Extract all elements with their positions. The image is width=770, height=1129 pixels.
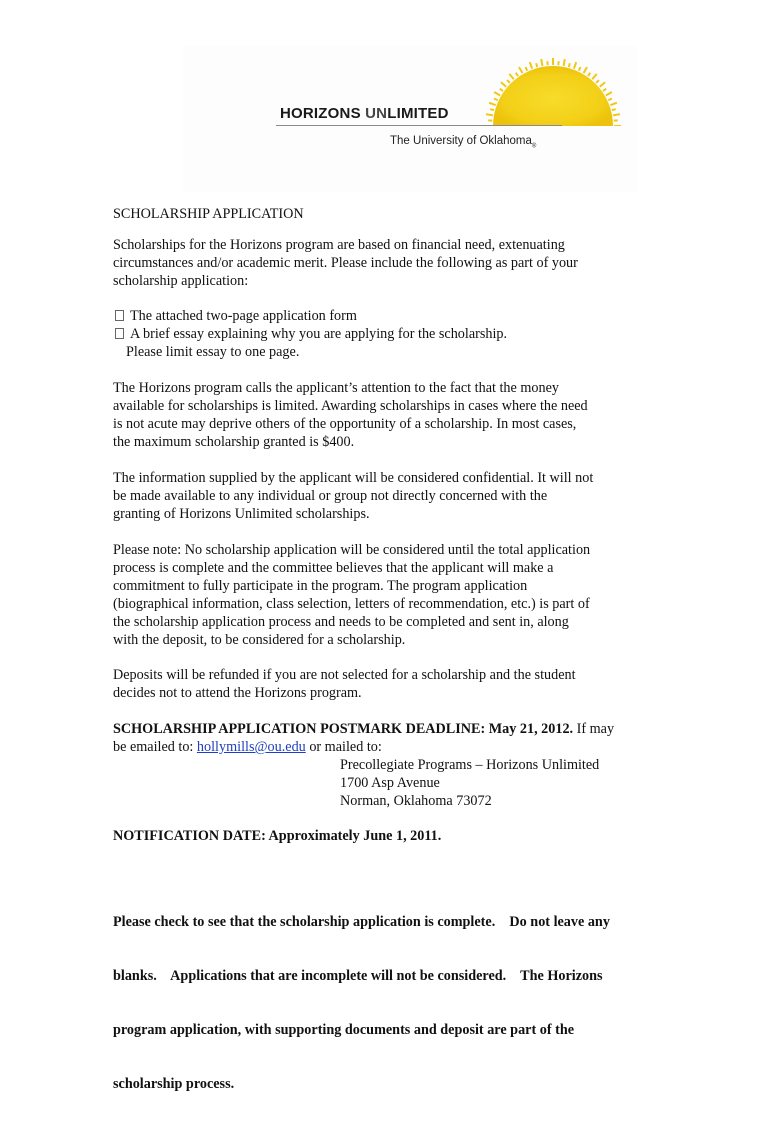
- paragraph-line: be made available to any individual or group not directly concerned with the: [113, 487, 673, 505]
- sun-ray: [592, 74, 596, 79]
- sun-ray: [569, 63, 570, 67]
- horizons-unlimited-logo: [183, 46, 637, 192]
- sun-ray: [530, 62, 532, 69]
- sun-ray: [584, 67, 588, 73]
- email-suffix: or mailed to:: [306, 739, 382, 755]
- email-prefix: be emailed to:: [113, 739, 197, 755]
- sun-ray: [500, 89, 503, 91]
- sun-ray: [526, 67, 528, 71]
- sun-ray: [564, 59, 565, 66]
- warning-line: blanks. Applications that are incomplete will not be considered. The Horizons: [113, 967, 673, 985]
- mailing-address-line: Norman, Oklahoma 73072: [113, 792, 673, 810]
- paragraph-line: with the deposit, to be considered for a scholarship.: [113, 631, 673, 649]
- paragraph-line: The Horizons program calls the applicant’s attention to the fact that the money: [113, 379, 673, 397]
- paragraph-line: Deposits will be refunded if you are not selected for a scholarship and the student: [113, 666, 673, 684]
- requirements-list: [113, 307, 673, 361]
- sun-ray: [490, 109, 494, 110]
- email-link[interactable]: hollymills@ou.edu: [197, 739, 306, 755]
- sun-ray: [596, 80, 599, 83]
- list-item-text: A brief essay explaining why you are applying for the scholarship.: [130, 326, 507, 342]
- paragraph-line: (biographical information, class selection, letters of recommendation, etc.) is part of: [113, 595, 673, 613]
- sun-ray: [574, 62, 576, 69]
- mailing-address-line: Precollegiate Programs – Horizons Unlimited: [113, 756, 673, 774]
- list-item: [113, 325, 673, 343]
- paragraph-line: the scholarship application process and needs to be completed and sent in, along: [113, 613, 673, 631]
- paragraph-line: is not acute may deprive others of the opportunity of a scholarship. In most cases,: [113, 415, 673, 433]
- deadline-after-text: If may: [573, 721, 614, 737]
- page-title: SCHOLARSHIP APPLICATION: [113, 205, 673, 223]
- logo-subtitle: The University of Oklahoma$_®$: [390, 132, 536, 155]
- intro-line: circumstances and/or academic merit. Please include the following as part of your: [113, 254, 673, 272]
- paragraph-line: the maximum scholarship granted is $400.: [113, 433, 673, 451]
- warning-line: scholarship process.: [113, 1075, 673, 1093]
- sun-ray: [519, 67, 523, 73]
- paragraph-line: available for scholarships is limited. Awarding scholarships in cases where the need: [113, 397, 673, 415]
- deposit-paragraph: [113, 666, 673, 702]
- sun-ray: [600, 82, 605, 86]
- paragraph-line: commitment to fully participate in the program. The program application: [113, 577, 673, 595]
- sun-ray: [486, 114, 493, 115]
- email-line: [113, 738, 673, 756]
- logo-title: HORIZONS UNLIMITED: [280, 105, 449, 123]
- paragraph-line: granting of Horizons Unlimited scholarships.: [113, 505, 673, 523]
- warning-line: program application, with supporting documents and deposit are part of the: [113, 1021, 673, 1039]
- funding-paragraph: [113, 379, 673, 451]
- list-item-text: The attached two-page application form: [130, 308, 357, 324]
- sun-ray: [603, 89, 606, 91]
- sun-ray: [588, 73, 590, 76]
- sun-ray: [494, 92, 500, 96]
- notification-date: NOTIFICATION DATE: Approximately June 1, 2011.: [113, 827, 673, 845]
- sun-ray: [613, 114, 620, 115]
- sun-ray: [606, 92, 612, 96]
- completion-warning: [113, 877, 673, 1129]
- deadline-line: [113, 720, 673, 738]
- sun-ray: [612, 109, 616, 110]
- intro-paragraph: [113, 236, 673, 290]
- deadline-section: [113, 720, 673, 810]
- sun-ray: [536, 63, 537, 67]
- checkbox-glyph-icon: [115, 310, 124, 321]
- note-paragraph: [113, 541, 673, 649]
- sun-ray: [501, 82, 506, 86]
- intro-line: Scholarships for the Horizons program are based on financial need, extenuating: [113, 236, 673, 254]
- sun-ray: [489, 103, 496, 105]
- deadline-label: SCHOLARSHIP APPLICATION POSTMARK DEADLINE: May 21, 2012.: [113, 721, 573, 737]
- sun-ray: [494, 99, 498, 101]
- paragraph-line: Please note: No scholarship application will be considered until the total application: [113, 541, 673, 559]
- sun-ray: [509, 74, 513, 79]
- paragraph-line: The information supplied by the applicant will be considered confidential. It will not: [113, 469, 673, 487]
- warning-line: Please check to see that the scholarship application is complete. Do not leave any: [113, 913, 673, 931]
- sun-ray: [507, 80, 510, 83]
- list-item: [113, 307, 673, 325]
- confidentiality-paragraph: [113, 469, 673, 523]
- sun-ray: [610, 103, 617, 105]
- list-item-note: Please limit essay to one page.: [113, 343, 673, 361]
- sun-ray: [516, 73, 518, 76]
- mailing-address-line: 1700 Asp Avenue: [113, 774, 673, 792]
- sun-ray: [541, 59, 542, 66]
- checkbox-glyph-icon: [115, 328, 124, 339]
- sun-ray: [579, 67, 581, 71]
- logo-rule: [276, 125, 562, 126]
- sun-ray: [608, 99, 612, 101]
- paragraph-line: process is complete and the committee believes that the applicant will make a: [113, 559, 673, 577]
- paragraph-line: decides not to attend the Horizons program.: [113, 684, 673, 702]
- intro-line: scholarship application:: [113, 272, 673, 290]
